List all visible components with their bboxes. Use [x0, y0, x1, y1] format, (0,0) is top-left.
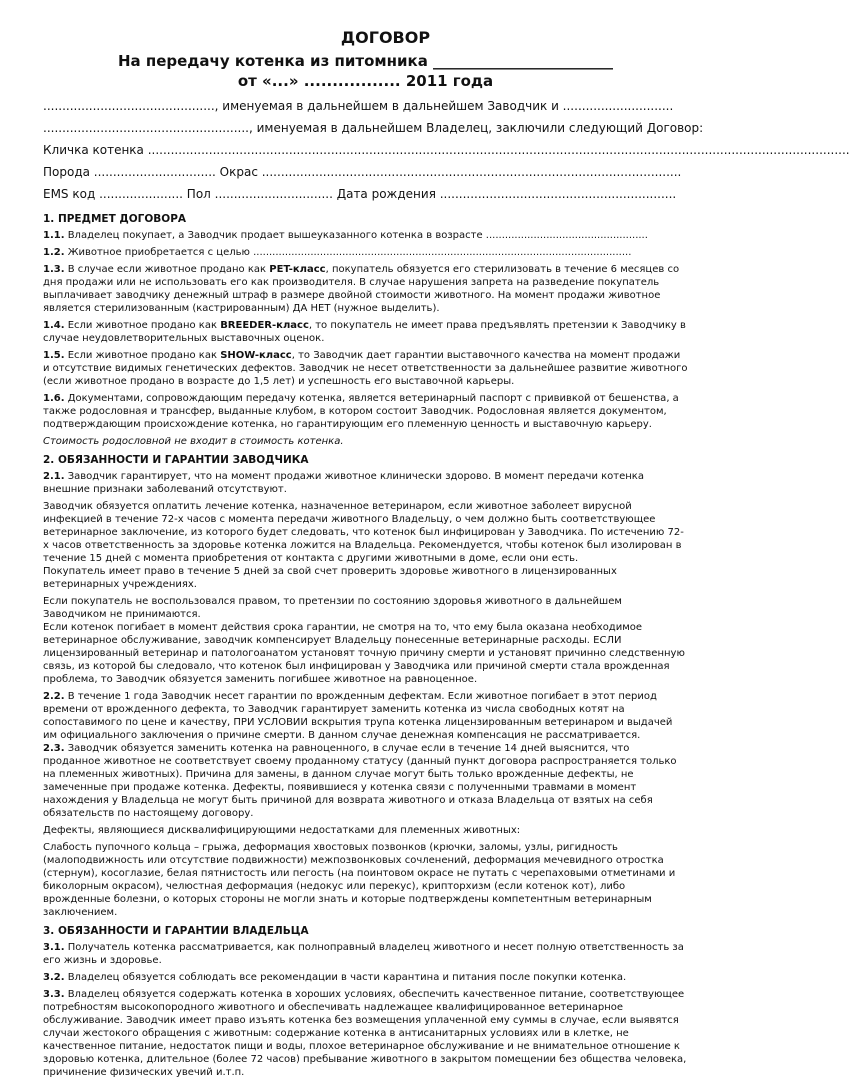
defects-heading: Дефекты, являющиеся дисквалифицирующими недостатками для племенных животных: — [43, 825, 521, 836]
doc-subtitle: На передачу котенка из питомника ________________________ — [117, 52, 614, 70]
clause-text: В случае если животное продано как — [64, 264, 270, 275]
clause-number: 2.2. — [43, 691, 65, 702]
clause-number: 3.1. — [43, 942, 65, 953]
class-label: BREEDER-класс — [220, 320, 309, 331]
clause-2-1 — [43, 470, 688, 496]
class-label: PET-класс — [269, 264, 326, 275]
party-1-line: ............................................., именуемая в дальнейшем в дальнейшем Заводчик и ............................. — [43, 99, 674, 113]
section-2-title: 2. ОБЯЗАННОСТИ И ГАРАНТИИ ЗАВОДЧИКА — [43, 454, 309, 466]
clause-number: 1.3. — [43, 264, 65, 275]
clause-number: 3.3. — [43, 989, 65, 1000]
clause-text: В течение 1 года Заводчик несет гарантии по врожденным дефектам. Если животное погибает в этот период времени от врожденного дефекта, то Заводчик гарантирует заменить котенка из числа свободных котят на сопоставимого по цене и качеству, ПРИ УСЛОВИИ вскрытия трупа котенка лицензированным ветеринаром и выдачей им официального заключения о причине смерти. В данном случае денежная компенсация не рассматривается. — [43, 691, 673, 741]
clause-text: Получатель котенка рассматривается, как полноправный владелец животного и несет полную ответственность за его жизнь и здоровье. — [43, 942, 684, 966]
clause-2-1-treatment: Заводчик обязуется оплатить лечение котенка, назначенное ветеринаром, если животное заболеет вирусной инфекцией в течение 72-х часов с момента передачи животного Владельцу, о чем должно быть соответствующее ветеринарное заключение, из которого будет следовать, что котенок был инфицирован у Заводчика. По истечению 72-х часов ответственность за здоровье котенка ложится на Владельца. Рекомендуется, чтобы котенок был изолирован в течение 15 дней с момента приобретения от контакта с другими животными в доме, если они есть. — [43, 501, 684, 564]
clause-text: , то покупатель не имеет права предъявлять претензии к Заводчику в случае неудовлетворительных выставочных оценок. — [43, 320, 686, 344]
clause-number: 2.1. — [43, 471, 65, 482]
clause-text: Владелец обязуется соблюдать все рекомендации в части карантина и питания после покупки котенка. — [64, 972, 627, 983]
clause-1-2 — [43, 246, 688, 259]
party-2-line: ......................................................, именуемая в дальнейшем Владелец, заключили следующий Договор: — [43, 121, 704, 135]
clause-2-1-claims: Если покупатель не воспользовался правом, то претензии по состоянию здоровья животного в дальнейшем Заводчиком не принимаются. — [43, 596, 622, 620]
clause-text: , покупатель обязуется его стерилизовать в течение 6 месяцев со дня продажи или не использовать его как производителя. В случае нарушения запрета на разведение покупатель выплачивает заводчику денежный штраф в размере двойной стоимости животного. На момент продажи животное является стерилизованным (кастрированным) ДА НЕТ (нужное выделить). — [43, 264, 680, 314]
clause-number: 2.3. — [43, 743, 65, 754]
clause-text: , то Заводчик дает гарантии выставочного качества на момент продажи и отсутствие видимых генетических дефектов. Заводчик не несет ответственности за дальнейшее развитие животного (если животное продано в возрасте до 1,5 лет) и успешность его выставочной карьеры. — [43, 350, 688, 387]
clause-text: Если животное продано как — [64, 350, 221, 361]
class-label: SHOW-класс — [220, 350, 292, 361]
clause-number: 1.6. — [43, 393, 65, 404]
defects-list: Слабость пупочного кольца – грыжа, деформация хвостовых позвонков (крючки, заломы, узлы, ригидность (малоподвижность или отсутствие подвижности) межпозвонковых сочленений, деформация мечевидного отростка (стернум), косоглазие, белая пятнистость или пегость (на поинтовом окрасе не путать с черепаховыми отметинами и биколорным окрасом), челюстная деформация (недокус или перекус), крипторхизм (если котенок кот), либо врожденные болезни, о которых стороны не могли знать и которые подтверждены компетентным ветеринарным заключением. — [43, 842, 676, 918]
clause-number: 1.1. — [43, 230, 65, 241]
clause-2-3 — [43, 742, 688, 820]
clause-text: Животное приобретается с целью ....................................................................................................................... — [64, 247, 632, 258]
kitten-name-line: Кличка котенка ........................................................................................................................................................................................ — [43, 143, 850, 157]
clause-number: 1.4. — [43, 320, 65, 331]
section-1-title: 1. ПРЕДМЕТ ДОГОВОРА — [43, 213, 187, 225]
clause-1-3 — [43, 263, 688, 315]
clause-number: 1.5. — [43, 350, 65, 361]
clause-text: Если животное продано как — [64, 320, 221, 331]
clause-text: Владелец обязуется содержать котенка в хороших условиях, обеспечить качественное питание, соответствующее потребностям высокопородного животного и обеспечивать надлежащее квалифицированное ветеринарное обслуживание. Заводчик имеет право изъять котенка без возмещения уплаченной ему суммы в случае, если выявятся случаи жестокого обращения с животным: содержание котенка в антисанитарных условиях или в клетке, не качественное питание, недостаток пищи и воды, плохое ветеринарное обслуживание и не внимательное отношение к здоровью котенка, длительное (более 72 часов) пребывание животного в закрытом помещении без общества человека, причинение физических увечий и.т.п. — [43, 989, 687, 1078]
pedigree-price-note: Стоимость родословной не входит в стоимость котенка. — [43, 436, 344, 447]
clause-text: Документами, сопровождающим передачу котенка, является ветеринарный паспорт с прививкой от бешенства, а также родословная и трансфер, выданные клубом, в котором состоит Заводчик. Родословная является документом, подтверждающим происхождение котенка, но гарантирующим его племенную ценность и выставочную карьеру. — [43, 393, 679, 430]
clause-3-3 — [43, 988, 688, 1079]
contract-page — [43, 28, 850, 1083]
clause-1-6 — [43, 392, 688, 431]
clause-2-1-check: Покупатель имеет право в течение 5 дней за свой счет проверить здоровье животного в лицензированных ветеринарных учреждениях. — [43, 566, 617, 590]
clause-1-1 — [43, 229, 688, 242]
clause-3-2 — [43, 971, 688, 984]
breed-color-line: Порода ................................ Окрас .............................................................................................................. — [43, 165, 682, 179]
clause-number: 3.2. — [43, 972, 65, 983]
doc-date: от «...» ................. 2011 года — [237, 72, 494, 90]
clause-2-1-death: Если котенок погибает в момент действия срока гарантии, не смотря на то, что ему была оказана необходимое ветеринарное обслуживание, заводчик компенсирует Владельцу понесенные ветеринарные расходы. ЕСЛИ лицензированный ветеринар и патологоанатом установят точную причину смерти и установят причинно следственную связь, из которой бы следовало, что котенок был инфицирован у Заводчика или причиной смерти стала врожденная проблема, то Заводчик обязуется заменить погибшее животное на равноценное. — [43, 622, 685, 685]
clause-3-1 — [43, 941, 688, 967]
clause-text: Заводчик обязуется заменить котенка на равноценного, в случае если в течение 14 дней выяснится, что проданное животное не соответствует своему проданному статусу (данный пункт договора распространяется только на племенных животных). Причина для замены, в данном случае могут быть только врожденные дефекты, не замеченные при продаже котенка. Дефекты, появившиеся у котенка связи с полученными травмами в момент нахождения у Владельца не могут быть причиной для возврата животного и отказа Владельца от взятых на себя обязательств по настоящему договору. — [43, 743, 677, 819]
ems-sex-dob-line: EMS код ...................... Пол ............................... Дата рождения .............................................................. — [43, 187, 677, 201]
clause-1-5 — [43, 349, 688, 388]
doc-title: ДОГОВОР — [340, 28, 431, 47]
clause-number: 1.2. — [43, 247, 65, 258]
clause-text: Заводчик гарантирует, что на момент продажи животное клинически здорово. В момент передачи котенка внешние признаки заболеваний отсутствуют. — [43, 471, 644, 495]
clause-text: Владелец покупает, а Заводчик продает вышеуказанного котенка в возрасте ................................................... — [64, 230, 648, 241]
clause-1-4 — [43, 319, 688, 345]
clause-2-2 — [43, 690, 688, 742]
section-3-title: 3. ОБЯЗАННОСТИ И ГАРАНТИИ ВЛАДЕЛЬЦА — [43, 925, 309, 937]
